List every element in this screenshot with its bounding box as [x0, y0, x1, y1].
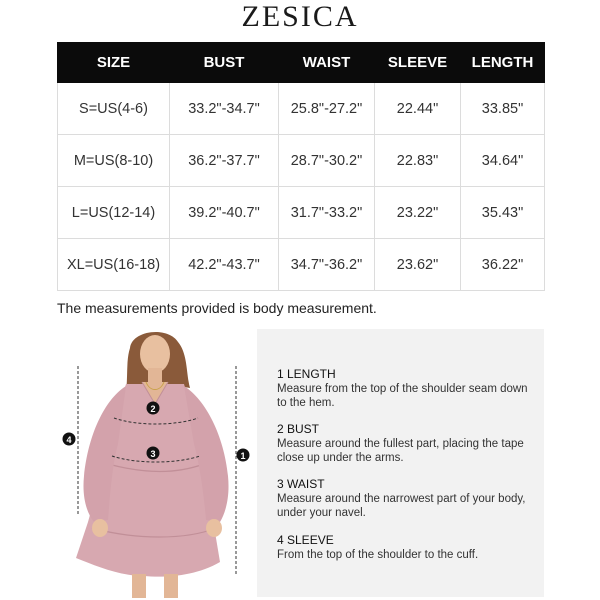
- table-row: [58, 239, 545, 291]
- instruction-waist: [277, 477, 537, 520]
- model-right-hand: [206, 519, 222, 537]
- bust-cell: 33.2"-34.7": [170, 83, 279, 135]
- model-right-leg: [164, 574, 178, 598]
- table-row: [58, 83, 545, 135]
- waist-cell: 34.7"-36.2": [279, 239, 375, 291]
- dress-measurement-illustration: [56, 326, 256, 598]
- model-face: [140, 335, 170, 373]
- model-left-leg: [132, 574, 146, 598]
- size-cell: XL=US(16-18): [58, 239, 170, 291]
- sleeve-cell: 22.83": [375, 135, 461, 187]
- marker-1-label: 1: [240, 451, 246, 461]
- header-sleeve: SLEEVE: [375, 43, 461, 83]
- sleeve-cell: 22.44": [375, 83, 461, 135]
- length-cell: 35.43": [461, 187, 545, 239]
- marker-3-label: 3: [150, 449, 156, 459]
- model-left-hand: [92, 519, 108, 537]
- marker-2-label: 2: [150, 404, 156, 414]
- instruction-length: [277, 367, 537, 410]
- size-cell: S=US(4-6): [58, 83, 170, 135]
- length-cell: 33.85": [461, 83, 545, 135]
- waist-cell: 25.8"-27.2": [279, 83, 375, 135]
- waist-cell: 31.7"-33.2": [279, 187, 375, 239]
- sleeve-cell: 23.22": [375, 187, 461, 239]
- size-chart-table: [57, 42, 545, 291]
- length-cell: 36.22": [461, 239, 545, 291]
- size-cell: M=US(8-10): [58, 135, 170, 187]
- waist-cell: 28.7"-30.2": [279, 135, 375, 187]
- instruction-title: 2 BUST: [277, 422, 320, 436]
- table-row: [58, 187, 545, 239]
- measurement-instructions-panel: [257, 329, 544, 597]
- instruction-text: Measure around the fullest part, placing the tape close up under the arms.: [277, 438, 524, 464]
- header-length: LENGTH: [461, 43, 545, 83]
- sleeve-cell: 23.62": [375, 239, 461, 291]
- table-row: [58, 135, 545, 187]
- header-size: SIZE: [58, 43, 170, 83]
- model-neck: [148, 368, 162, 382]
- table-header-row: [58, 43, 545, 83]
- marker-4-label: 4: [66, 435, 72, 445]
- bust-cell: 42.2"-43.7": [170, 239, 279, 291]
- length-cell: 34.64": [461, 135, 545, 187]
- instruction-title: 3 WAIST: [277, 477, 325, 491]
- size-cell: L=US(12-14): [58, 187, 170, 239]
- instruction-title: 4 SLEEVE: [277, 533, 334, 547]
- instruction-bust: [277, 422, 537, 465]
- instruction-text: Measure around the narrowest part of your body, under your navel.: [277, 493, 526, 519]
- bust-cell: 39.2"-40.7": [170, 187, 279, 239]
- instruction-title: 1 LENGTH: [277, 367, 336, 381]
- bust-cell: 36.2"-37.7": [170, 135, 279, 187]
- instruction-sleeve: [277, 533, 537, 562]
- measurement-note: The measurements provided is body measurement.: [57, 300, 377, 316]
- instruction-text: From the top of the shoulder to the cuff.: [277, 549, 479, 561]
- brand-logo: ZESICA: [241, 0, 359, 33]
- instruction-text: Measure from the top of the shoulder seam down to the hem.: [277, 383, 528, 409]
- header-waist: WAIST: [279, 43, 375, 83]
- header-bust: BUST: [170, 43, 279, 83]
